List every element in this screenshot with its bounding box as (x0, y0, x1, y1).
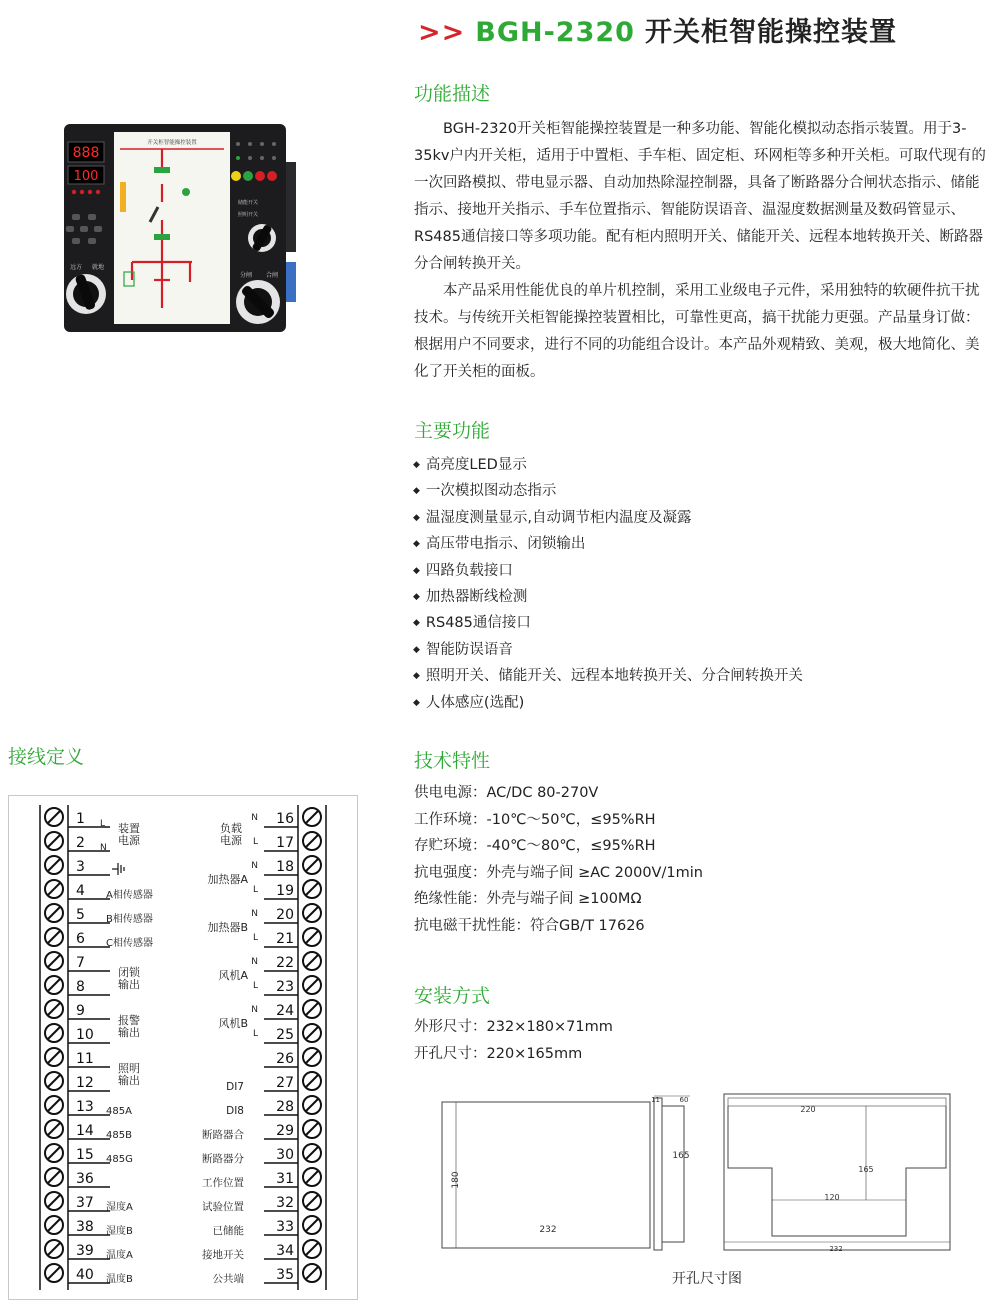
terminal-signal: 温度A (106, 1250, 133, 1261)
terminal-signal: 接地开关 (202, 1249, 244, 1261)
wiring-group-label: 风机A (218, 969, 248, 982)
page-title (418, 10, 897, 49)
terminal-signal: N (251, 813, 258, 823)
terminal-number: 4 (76, 883, 85, 899)
terminal-number: 1 (76, 811, 85, 827)
terminal-signal: 湿度A (106, 1202, 133, 1213)
device-display-2: 100 (73, 169, 99, 184)
dim-outer-height: 180 (451, 1171, 461, 1189)
device-photo (62, 122, 298, 334)
terminal-signal: N (100, 843, 107, 853)
wiring-group-label: 输出 (118, 1074, 140, 1087)
wiring-group-label: 加热器B (207, 921, 248, 934)
terminal-signal: N (251, 861, 258, 871)
terminal-signal: A相传感器 (106, 890, 153, 901)
wiring-diagram (8, 795, 358, 1300)
wiring-group-label: 风机B (218, 1017, 248, 1030)
list-item: ◆ 照明开关、储能开关、远程本地转换开关、分合闸转换开关 (413, 668, 803, 685)
description-paragraph: 本产品采用性能优良的单片机控制，采用工业级电子元件，采用独特的软硬件抗干扰技术。与传统开关柜智能操控装置相比，可靠性更高，搞干扰能力更强。产品量身订做：根据用户不同要求，进行不同的功能组合设计。本产品外观精致、美观，极大地简化、美化了开关柜的面板。 (414, 283, 980, 380)
terminal-number: 2 (76, 835, 85, 851)
terminal-number: 20 (276, 907, 294, 923)
terminal-signal: N (251, 957, 258, 967)
section-title-tech: 技术特性 (414, 750, 491, 772)
terminal-number: 29 (276, 1123, 294, 1139)
terminal-signal: L (100, 819, 106, 829)
terminal-number: 38 (76, 1219, 94, 1235)
terminal-number: 12 (76, 1075, 94, 1091)
title-arrows: >> (418, 17, 466, 48)
device-display-1: 888 (72, 145, 100, 161)
section-title-description: 功能描述 (414, 83, 491, 105)
list-item: ◆ 一次模拟图动态指示 (413, 483, 557, 500)
dim-depth-b: 60 (679, 1096, 689, 1104)
section-title-features: 主要功能 (414, 420, 491, 442)
terminal-number: 22 (276, 955, 294, 971)
terminal-number: 6 (76, 931, 85, 947)
terminal-number: 33 (276, 1219, 294, 1235)
terminal-signal: N (251, 909, 258, 919)
terminal-signal: L (252, 933, 258, 943)
terminal-signal: DI8 (226, 1105, 244, 1117)
dim-cut-inner: 120 (824, 1193, 840, 1202)
description-text (414, 116, 992, 386)
wiring-group-label: 输出 (118, 978, 140, 991)
terminal-signal: C相传感器 (106, 938, 153, 949)
terminal-signal: 485B (106, 1130, 132, 1141)
spec-list (414, 780, 703, 940)
terminal-signal: 485A (106, 1106, 132, 1117)
terminal-signal: 温度B (106, 1274, 133, 1285)
spec-item: 绝缘性能：外壳与端子间 ≥100MΩ (414, 891, 642, 908)
terminal-signal: 已储能 (212, 1225, 244, 1237)
feature-list (413, 452, 803, 716)
terminal-number: 21 (276, 931, 294, 947)
terminal-number: 5 (76, 907, 85, 923)
terminal-number: 18 (276, 859, 294, 875)
terminal-number: 26 (276, 1051, 294, 1067)
list-item: ◆ 人体感应(选配) (413, 694, 525, 711)
terminal-number: 14 (76, 1123, 94, 1139)
terminal-number: 8 (76, 979, 85, 995)
terminal-signal: 公共端 (212, 1273, 244, 1285)
dim-cut-bottom: 232 (829, 1245, 843, 1253)
terminal-number: 23 (276, 979, 294, 995)
wiring-group-label: 闭锁 (118, 966, 140, 979)
wiring-group-label: 电源 (220, 834, 242, 847)
terminal-number: 7 (76, 955, 85, 971)
dimension-drawing (438, 1090, 978, 1260)
dim-depth-height: 165 (672, 1151, 690, 1161)
dim-depth-a: 11 (651, 1096, 660, 1104)
spec-item: 抗电磁干扰性能：符合GB/T 17626 (414, 917, 645, 934)
terminal-number: 36 (76, 1171, 94, 1187)
terminal-number: 16 (276, 811, 294, 827)
terminal-number: 9 (76, 1003, 85, 1019)
wiring-group-label: 加热器A (207, 873, 248, 886)
wiring-group-label: 报警 (118, 1014, 140, 1027)
mount-item: 开孔尺寸：220×165mm (414, 1045, 583, 1062)
dimension-caption: 开孔尺寸图 (672, 1271, 742, 1287)
list-item: ◆ 加热器断线检测 (413, 589, 528, 606)
terminal-number: 39 (76, 1243, 94, 1259)
terminal-number: 13 (76, 1099, 94, 1115)
wiring-group-label: 照明 (118, 1062, 140, 1075)
terminal-number: 37 (76, 1195, 94, 1211)
spec-item: 供电电源：AC/DC 80-270V (414, 785, 599, 801)
terminal-signal: N (251, 1005, 258, 1015)
terminal-number: 31 (276, 1171, 294, 1187)
terminal-signal: L (252, 981, 258, 991)
terminal-number: 32 (276, 1195, 294, 1211)
title-name: 开关柜智能操控装置 (644, 17, 897, 48)
list-item: ◆ 智能防误语音 (413, 641, 513, 658)
terminal-number: 28 (276, 1099, 294, 1115)
terminal-signal: 断路器合 (202, 1129, 244, 1141)
section-title-mounting: 安装方式 (414, 985, 491, 1007)
spec-item: 抗电强度：外壳与端子间 ≥AC 2000V/1min (414, 864, 703, 881)
dim-cut-height: 165 (858, 1165, 874, 1174)
terminal-number: 10 (76, 1027, 94, 1043)
terminal-number: 30 (276, 1147, 294, 1163)
list-item: ◆ RS485通信接口 (413, 615, 531, 632)
svg-text:合闸: 合闸 (266, 272, 279, 279)
svg-text:分闸: 分闸 (240, 272, 253, 279)
terminal-signal: DI7 (226, 1081, 244, 1093)
terminal-signal: L (252, 1029, 258, 1039)
mount-item: 外形尺寸：232×180×71mm (414, 1019, 613, 1035)
list-item: ◆ 高压带电指示、闭锁输出 (413, 536, 586, 553)
list-item: ◆ 高亮度LED显示 (413, 457, 527, 473)
svg-text:照明开关: 照明开关 (238, 212, 259, 218)
svg-text:远方: 远方 (70, 264, 83, 271)
title-model: BGH-2320 (475, 17, 635, 48)
terminal-signal: L (252, 885, 258, 895)
svg-text:储能开关: 储能开关 (238, 200, 259, 206)
list-item: ◆ 四路负载接口 (413, 562, 513, 579)
terminal-number: 34 (276, 1243, 294, 1259)
wiring-group-label: 电源 (118, 834, 140, 847)
terminal-number: 15 (76, 1147, 94, 1163)
list-item: ◆ 温湿度测量显示,自动调节柜内温度及凝露 (413, 509, 692, 526)
dim-outer-width: 232 (539, 1225, 557, 1235)
terminal-number: 11 (76, 1051, 94, 1067)
terminal-signal: 湿度B (106, 1226, 133, 1237)
terminal-number: 27 (276, 1075, 294, 1091)
wiring-group-label: 负载 (220, 822, 242, 835)
wiring-group-label: 输出 (118, 1026, 140, 1039)
terminal-number: 3 (76, 859, 85, 875)
terminal-signal: 485G (106, 1154, 133, 1165)
terminal-number: 24 (276, 1003, 294, 1019)
spec-item: 存贮环境：-40℃～80℃，≤95%RH (414, 838, 656, 855)
device-panel-title: 开关柜智能操控装置 (147, 140, 197, 146)
terminal-number: 35 (276, 1267, 294, 1283)
terminal-signal: 断路器分 (202, 1153, 244, 1165)
terminal-number: 19 (276, 883, 294, 899)
dim-cut-width: 220 (800, 1105, 816, 1114)
terminal-signal: L (252, 837, 258, 847)
terminal-number: 25 (276, 1027, 294, 1043)
terminal-signal: B相传感器 (106, 914, 153, 925)
spec-item: 工作环境：-10℃～50℃，≤95%RH (414, 811, 656, 828)
description-paragraph: BGH-2320开关柜智能操控装置是一种多功能、智能化模拟动态指示装置。用于3-35kv户内开关柜，适用于中置柜、手车柜、固定柜、环网柜等多种开关柜。可取代现有的一次回路模拟、带电显示器、自动加热除湿控制器，具备了断路器分合闸状态指示、储能指示、接地开关指示、手车位置指示、智能防误语音、温湿度数据测量及数码管显示、RS485通信接口等多项功能。配有柜内照明开关、储能开关、远程本地转换开关、断路器分合闸转换开关。 (414, 121, 986, 272)
terminal-signal: 试验位置 (202, 1201, 244, 1213)
terminal-number: 40 (76, 1267, 94, 1283)
terminal-number: 17 (276, 835, 294, 851)
terminal-signal: 工作位置 (202, 1177, 244, 1189)
wiring-group-label: 装置 (118, 822, 140, 835)
mount-list (414, 1014, 613, 1067)
svg-text:就地: 就地 (92, 264, 105, 271)
section-title-wiring: 接线定义 (8, 746, 85, 768)
